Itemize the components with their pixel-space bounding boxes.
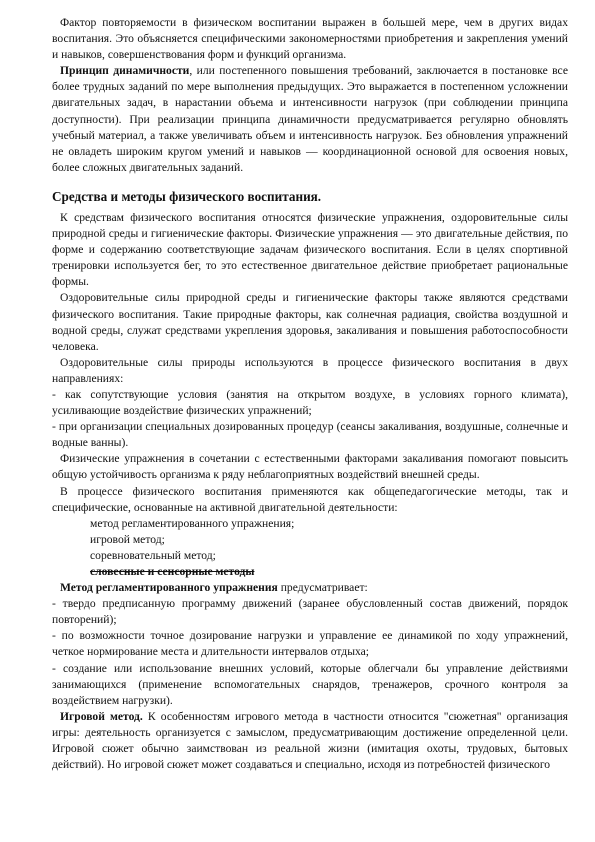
document-page xyxy=(52,15,568,773)
paragraph-means: К средствам физического воспитания относятся физические упражнения, оздоровительные силы природной среды и гигиенические факторы. Физические упражнения — это двигательные действия, по форме и содержанию соответствующие задачам физического воспитания. Если в целях спортивной тренировки используется бег, то это естественное двигательное действие приобретает рациональные формы. xyxy=(52,210,568,289)
section-heading: Средства и методы физического воспитания. xyxy=(52,188,322,204)
list-item-struck: словесные и сенсорные методы xyxy=(90,565,255,578)
paragraph-repetition-factor: Фактор повторяемости в физическом воспитании выражен в большей мере, чем в других видах воспитания. Это объясняется специфическими закономерностями приобретения и закрепления умений и навыков, совершенствования форм и функций организма. xyxy=(52,16,568,62)
regulated-method-text: предусматривает: xyxy=(277,581,368,595)
game-method-text: К особенностям игрового метода в частности относится "сюжетная" организация игры: деятельность организуется с замыслом, предусматривающим достижение определенной цели. Игровой сюжет обычно заимствован из реальной жизни (имитация охоты, трудовых, бытовых действий). Но игровой сюжет может создаваться и специально, исходя из потребностей физического xyxy=(52,709,569,772)
list-item: соревновательный метод; xyxy=(90,548,216,562)
paragraph-dynamics-principle xyxy=(52,63,568,176)
paragraph-regulated-3: - создание или использование внешних условий, которые облегчали бы управление действиями занимающихся (применение вспомогательных снарядов, тренажеров, срочного контроля за воздействием нагрузки). xyxy=(52,661,568,707)
list-item: метод регламентированного упражнения; xyxy=(90,516,295,530)
paragraph-regulated-method xyxy=(52,580,568,596)
paragraph-regulated-2: - по возможности точное дозирование нагрузки и управление ее динамикой по ходу упражнений, четкое нормирование места и длительности интервалов отдыха; xyxy=(52,629,568,659)
paragraph-direction-1: - как сопутствующие условия (занятия на открытом воздухе, в условиях горного климата), усиливающие воздействие физических упражнений; xyxy=(52,387,568,418)
list-item: игровой метод; xyxy=(90,532,165,546)
game-method-term: Игровой метод. xyxy=(60,709,143,723)
paragraph-methods-intro: В процессе физического воспитания применяются как общепедагогические методы, так и специфические, основанные на активной двигательной деятельности: xyxy=(52,484,568,514)
regulated-method-term: Метод регламентированного упражнения xyxy=(60,581,278,595)
methods-list xyxy=(52,516,568,580)
paragraph-natural-forces: Оздоровительные силы природной среды и гигиенические факторы также являются средствами физического воспитания. Такие природные факторы, как солнечная радиация, свойства воздушной и водной среды, служат средствами укрепления здоровья, закаливания и повышения работоспособности человека. xyxy=(52,291,568,353)
paragraph-game-method xyxy=(52,709,568,773)
paragraph-regulated-1: - твердо предписанную программу движений (заранее обусловленный состав движений, порядок повторений); xyxy=(52,597,568,627)
dynamics-principle-term: Принцип динамичности xyxy=(60,64,190,78)
paragraph-direction-2: - при организации специальных дозированных процедур (сеансы закаливания, воздушные, солнечные и водные ванны). xyxy=(52,420,568,450)
dynamics-principle-text: , или постепенного повышения требований, заключается в постановке все более трудных заданий по мере выполнения предыдущих. Это выражается в постепенном усложнении двигательных задач, в нарастании объема и интенсивности нагрузок (при соблюдении принципа доступности). При реализации принципа динамичности предусматривается регулярно обновлять учебный материал, а также увеличивать объем и интенсивность нагрузок. Без обновления упражнений не овладеть широким кругом умений и навыков — координационной основой для освоения новых, более сложных двигательных заданий. xyxy=(52,64,568,174)
paragraph-hardening: Физические упражнения в сочетании с естественными факторами закаливания помогают повысить общую устойчивость организма к ряду неблагоприятных воздействий внешней среды. xyxy=(52,452,568,482)
paragraph-directions: Оздоровительные силы природы используются в процессе физического воспитания в двух направлениях: xyxy=(52,355,568,385)
